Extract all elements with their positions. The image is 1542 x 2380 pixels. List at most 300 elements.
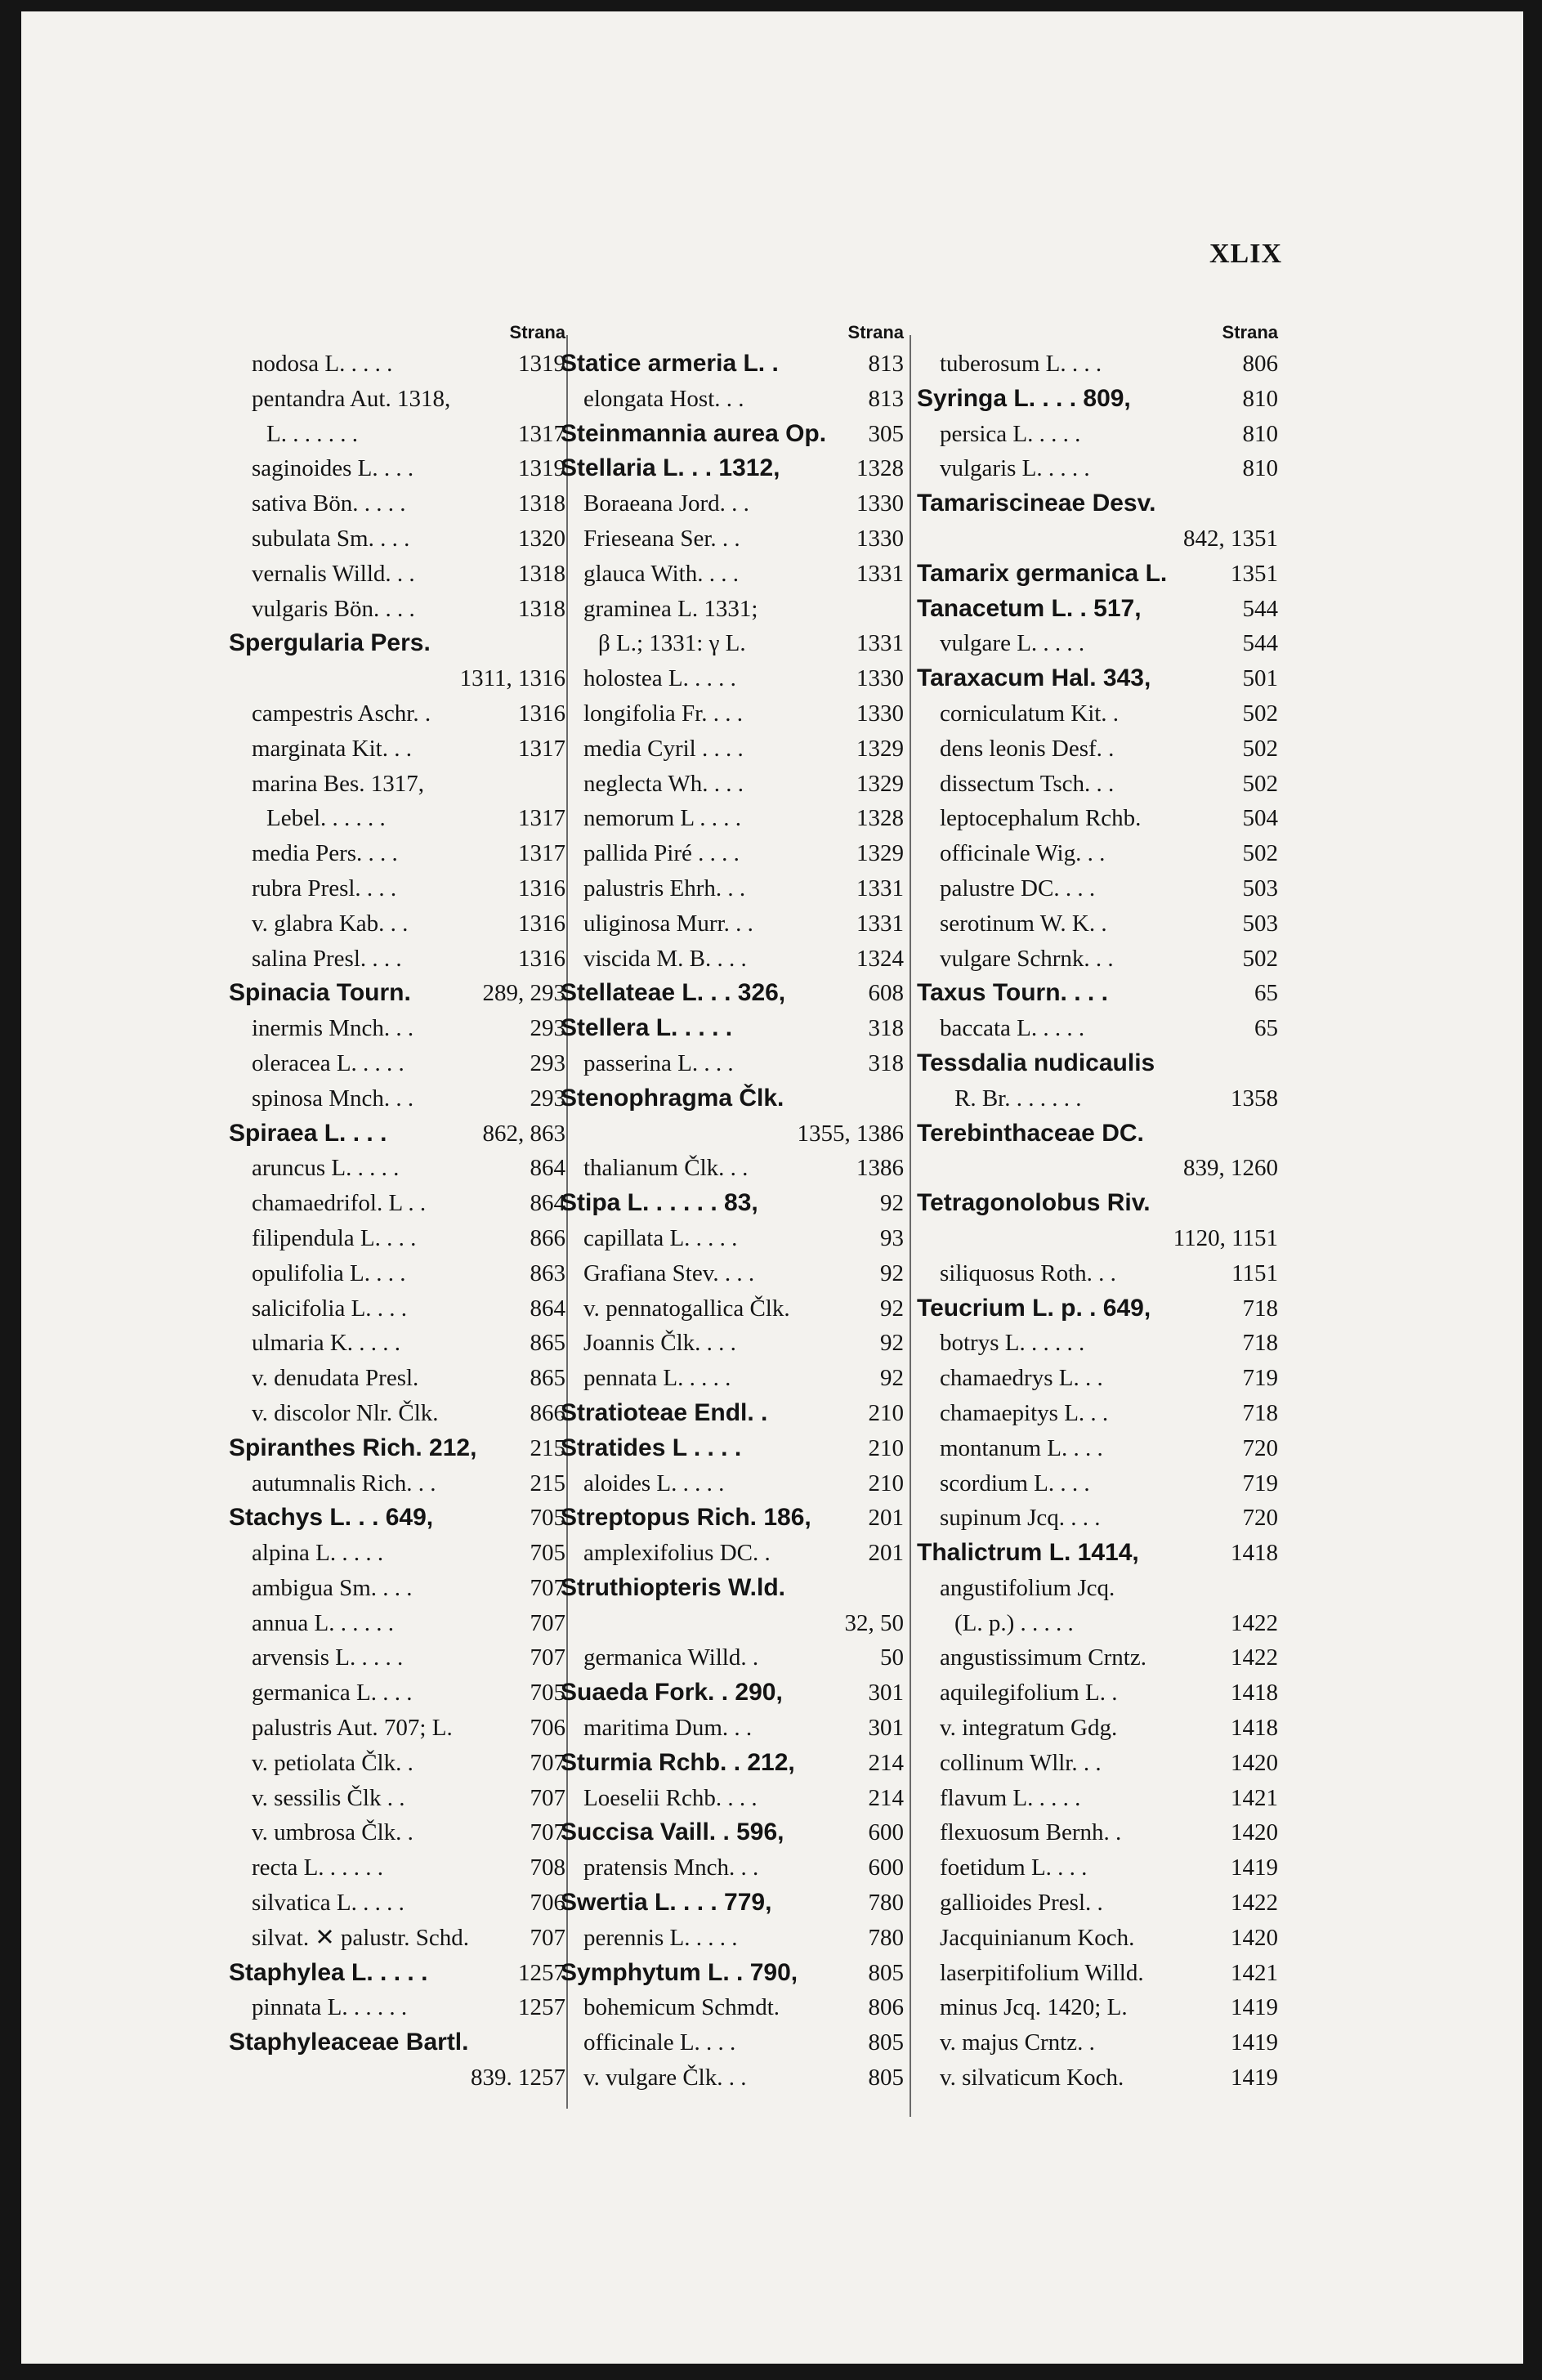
index-entry [561, 347, 904, 382]
entry-page-ref: 1355, 1386 [797, 1120, 904, 1147]
entry-name: ambigua Sm. . . . [252, 1574, 413, 1601]
entry-name: siliquosus Roth. . . [940, 1259, 1116, 1286]
index-entry [561, 451, 904, 486]
index-entry [917, 1116, 1278, 1152]
entry-name: annua L. . . . . . [252, 1609, 394, 1636]
entry-page-ref: 805 [868, 1959, 904, 1986]
index-entry [229, 836, 565, 871]
entry-page-ref: 719 [1242, 1470, 1278, 1496]
entry-page-ref: 707 [530, 1924, 565, 1951]
index-entry [917, 1466, 1278, 1501]
index-entry [561, 382, 904, 417]
index-entry [229, 382, 565, 417]
entry-page-ref: 1316 [518, 700, 565, 727]
entry-page-ref: 1120, 1151 [1173, 1224, 1278, 1251]
index-entry [561, 906, 904, 942]
index-entry [229, 451, 565, 486]
entry-page-ref: 1420 [1231, 1924, 1278, 1951]
entry-name: officinale L. . . . [583, 2029, 736, 2056]
entry-name: Joannis Člk. . . . [583, 1330, 736, 1357]
entry-name: Stachys L. . . 649, [229, 1504, 434, 1532]
entry-name: tuberosum L. . . . [940, 351, 1102, 377]
entry-name: Spinacia Tourn. [229, 979, 411, 1007]
index-entry [229, 1781, 565, 1816]
entry-name: marginata Kit. . . [252, 735, 412, 762]
index-entry [229, 1186, 565, 1221]
entry-name: v. sessilis Člk . . [252, 1784, 405, 1811]
entry-name: holostea L. . . . . [583, 665, 736, 692]
index-entry [229, 1431, 565, 1466]
index-entry [229, 767, 565, 802]
entry-name: pallida Piré . . . . [583, 840, 740, 867]
entry-name: viscida M. B. . . . [583, 945, 747, 972]
entry-page-ref: 1331 [856, 875, 904, 901]
entry-page-ref: 1422 [1231, 1644, 1278, 1671]
entry-page-ref: 1418 [1231, 1680, 1278, 1707]
entry-page-ref: 544 [1242, 630, 1278, 657]
entry-page-ref: 810 [1242, 420, 1278, 447]
entry-name: arvensis L. . . . . [252, 1644, 404, 1671]
index-column-3 [917, 319, 1278, 2096]
entry-name: Sturmia Rchb. . 212, [561, 1748, 795, 1776]
entry-name: Frieseana Ser. . . [583, 525, 740, 552]
entry-name: thalianum Člk. . . [583, 1155, 749, 1182]
entry-name: baccata L. . . . . [940, 1015, 1085, 1042]
entry-name: Taraxacum Hal. 343, [917, 664, 1151, 692]
entry-page-ref: 1386 [856, 1155, 904, 1182]
entry-name: chamaedrys L. . . [940, 1365, 1103, 1392]
entry-name: chamaedrifol. L . . [252, 1190, 427, 1217]
entry-name: Lebel. . . . . . [266, 805, 386, 832]
entry-name: Stellera L. . . . . [561, 1014, 733, 1042]
index-entry [229, 1711, 565, 1746]
entry-name: silvatica L. . . . . [252, 1890, 404, 1917]
entry-page-ref: 705 [530, 1540, 565, 1567]
entry-name: Stratioteae Endl. . [561, 1398, 768, 1426]
entry-page-ref: 720 [1242, 1505, 1278, 1532]
entry-name: aruncus L. . . . . [252, 1155, 400, 1182]
index-entry [917, 1571, 1278, 1606]
entry-page-ref: 706 [530, 1715, 565, 1742]
index-entry [917, 1675, 1278, 1711]
index-entry [229, 1501, 565, 1536]
index-entry [561, 1431, 904, 1466]
entry-name: germanica Willd. . [583, 1644, 759, 1671]
index-entry [561, 731, 904, 767]
entry-page-ref: 1420 [1231, 1819, 1278, 1846]
index-entry [561, 801, 904, 836]
entry-page-ref: 1319 [518, 351, 565, 377]
entry-page-ref: 707 [530, 1574, 565, 1601]
index-entry [561, 1466, 904, 1501]
entry-name: glauca With. . . . [583, 560, 739, 587]
entry-name: Symphytum L. . 790, [561, 1958, 798, 1986]
entry-name: Steinmannia aurea Op. [561, 419, 827, 447]
entry-page-ref: 503 [1242, 910, 1278, 937]
entry-page-ref: 293 [530, 1049, 565, 1076]
entry-name: L. . . . . . . [266, 420, 358, 447]
index-entry [917, 767, 1278, 802]
entry-name: v. umbrosa Člk. . [252, 1819, 413, 1846]
index-entry [561, 1011, 904, 1046]
entry-name: uliginosa Murr. . . [583, 910, 753, 937]
entry-name: scordium L. . . . [940, 1470, 1090, 1496]
entry-page-ref: 1420 [1231, 1749, 1278, 1776]
index-entry [917, 1081, 1278, 1116]
index-entry [229, 417, 565, 452]
index-entry [229, 1396, 565, 1431]
index-entry [917, 836, 1278, 871]
entry-name: angustissimum Crntz. [940, 1644, 1146, 1671]
entry-page-ref: 1422 [1231, 1890, 1278, 1917]
entry-name: vernalis Willd. . . [252, 560, 415, 587]
entry-page-ref: 503 [1242, 875, 1278, 901]
entry-name: capillata L. . . . . [583, 1224, 738, 1251]
index-entry [229, 1256, 565, 1291]
entry-page-ref: 1331 [856, 910, 904, 937]
index-entry [229, 1815, 565, 1850]
entry-page-ref: 502 [1242, 840, 1278, 867]
index-entry [561, 2060, 904, 2096]
entry-page-ref: 32, 50 [844, 1609, 904, 1636]
entry-name: botrys L. . . . . . [940, 1330, 1085, 1357]
entry-page-ref: 1418 [1231, 1540, 1278, 1567]
index-entry [917, 1046, 1278, 1081]
entry-name: Streptopus Rich. 186, [561, 1504, 811, 1532]
entry-page-ref: 1317 [518, 420, 565, 447]
entry-name: Boraeana Jord. . . [583, 490, 749, 517]
entry-name: alpina L. . . . . [252, 1540, 384, 1567]
index-entry [917, 661, 1278, 696]
entry-page-ref: 806 [1242, 351, 1278, 377]
entry-name: Swertia L. . . . 779, [561, 1889, 772, 1917]
entry-name: pentandra Aut. 1318, [252, 385, 451, 412]
index-entry [561, 486, 904, 521]
index-entry [229, 2060, 565, 2096]
index-entry [229, 1675, 565, 1711]
index-entry [561, 417, 904, 452]
entry-page-ref: 65 [1254, 980, 1278, 1007]
entry-name: campestris Aschr. . [252, 700, 431, 727]
column-header-strana: Strana [1222, 322, 1278, 342]
index-entry [917, 1850, 1278, 1886]
entry-page-ref: 706 [530, 1890, 565, 1917]
entry-page-ref: 1419 [1231, 1854, 1278, 1881]
index-entry [561, 557, 904, 592]
index-entry [229, 1640, 565, 1675]
entry-page-ref: 1328 [856, 805, 904, 832]
entry-name: Loeselii Rchb. . . . [583, 1784, 758, 1811]
index-entry [917, 1326, 1278, 1361]
entry-page-ref: 810 [1242, 455, 1278, 482]
entry-name: flexuosum Bernh. . [940, 1819, 1122, 1846]
column-header-strana: Strana [847, 322, 904, 342]
entry-name: elongata Host. . . [583, 385, 744, 412]
index-entry [229, 1606, 565, 1641]
entry-name: β L.; 1331: γ L. [598, 630, 746, 657]
index-entry [561, 626, 904, 661]
index-entry [917, 1221, 1278, 1256]
index-column-2 [561, 319, 904, 2096]
entry-name: Thalictrum L. 1414, [917, 1539, 1139, 1567]
index-column-1 [229, 319, 565, 2096]
index-entry [917, 1361, 1278, 1396]
index-entry [917, 626, 1278, 661]
entry-name: salina Presl. . . . [252, 945, 402, 972]
index-entry [917, 557, 1278, 592]
index-entry [917, 1711, 1278, 1746]
index-entry [229, 1081, 565, 1116]
entry-name: angustifolium Jcq. [940, 1574, 1115, 1601]
entry-name: inermis Mnch. . . [252, 1015, 414, 1042]
entry-name: v. integratum Gdg. [940, 1715, 1118, 1742]
entry-name: perennis L. . . . . [583, 1924, 738, 1951]
index-entry [229, 906, 565, 942]
entry-name: Tamariscineae Desv. [917, 490, 1156, 517]
index-entry [561, 1640, 904, 1675]
entry-page-ref: 1311, 1316 [459, 665, 565, 692]
entry-name: pinnata L. . . . . . [252, 1994, 408, 2021]
entry-name: nodosa L. . . . . [252, 351, 393, 377]
index-entry [561, 1675, 904, 1711]
entry-name: serotinum W. K. . [940, 910, 1107, 937]
entry-name: foetidum L. . . . [940, 1854, 1088, 1881]
entry-name: salicifolia L. . . . [252, 1295, 408, 1322]
index-entry [917, 1256, 1278, 1291]
entry-page-ref: 1257 [518, 1994, 565, 2021]
entry-name: media Pers. . . . [252, 840, 398, 867]
entry-name: Terebinthaceae DC. [917, 1119, 1144, 1147]
index-entry [561, 1081, 904, 1116]
entry-page-ref: 718 [1242, 1399, 1278, 1426]
entry-page-ref: 1320 [518, 525, 565, 552]
entry-page-ref: 608 [868, 980, 904, 1007]
entry-page-ref: 1330 [856, 490, 904, 517]
entry-page-ref: 318 [868, 1015, 904, 1042]
index-entry [561, 1256, 904, 1291]
index-entry [561, 942, 904, 977]
entry-page-ref: 293 [530, 1085, 565, 1112]
entry-name: v. vulgare Člk. . . [583, 2065, 747, 2091]
entry-page-ref: 92 [880, 1190, 904, 1217]
index-entry [561, 2025, 904, 2060]
entry-page-ref: 301 [868, 1680, 904, 1707]
entry-name: Succisa Vaill. . 596, [561, 1819, 784, 1846]
index-entry [229, 592, 565, 627]
index-entry [561, 1781, 904, 1816]
entry-name: Stellateae L. . . 326, [561, 979, 786, 1007]
entry-page-ref: 705 [530, 1505, 565, 1532]
index-entry [229, 1116, 565, 1152]
index-entry [917, 1396, 1278, 1431]
index-entry [917, 906, 1278, 942]
page-number: XLIX [1209, 239, 1283, 269]
entry-name: flavum L. . . . . [940, 1784, 1081, 1811]
index-entry [561, 592, 904, 627]
entry-name: officinale Wig. . . [940, 840, 1106, 867]
entry-name: Spergularia Pers. [229, 629, 431, 657]
index-entry [561, 1186, 904, 1221]
entry-name: v. denudata Presl. [252, 1365, 419, 1392]
index-entry [229, 347, 565, 382]
index-entry [561, 836, 904, 871]
index-entry [561, 1361, 904, 1396]
entry-page-ref: 1317 [518, 840, 565, 867]
index-entry [561, 1746, 904, 1781]
entry-name: marina Bes. 1317, [252, 770, 425, 797]
entry-name: silvat. ✕ palustr. Schd. [252, 1924, 469, 1951]
entry-page-ref: 289, 293 [482, 980, 565, 1007]
index-entry [229, 1886, 565, 1921]
entry-page-ref: 1316 [518, 875, 565, 901]
index-entry [561, 1221, 904, 1256]
index-entry [917, 976, 1278, 1011]
entry-page-ref: 866 [530, 1224, 565, 1251]
index-entry [917, 1536, 1278, 1571]
entry-name: spinosa Mnch. . . [252, 1085, 414, 1112]
entry-page-ref: 707 [530, 1784, 565, 1811]
index-entry [917, 1990, 1278, 2025]
entry-name: palustris Ehrh. . . [583, 875, 746, 901]
entry-page-ref: 1319 [518, 455, 565, 482]
entry-name: pratensis Mnch. . . [583, 1854, 759, 1881]
entry-name: collinum Wllr. . . [940, 1749, 1102, 1776]
index-entry [917, 2025, 1278, 2060]
entry-page-ref: 864 [530, 1190, 565, 1217]
entry-name: v. glabra Kab. . . [252, 910, 409, 937]
entry-page-ref: 864 [530, 1295, 565, 1322]
column-divider-2 [910, 335, 911, 2117]
entry-name: pennata L. . . . . [583, 1365, 731, 1392]
index-entry [917, 696, 1278, 731]
entry-name: v. silvaticum Koch. [940, 2065, 1124, 2091]
entry-page-ref: 1422 [1231, 1609, 1278, 1636]
entry-page-ref: 719 [1242, 1365, 1278, 1392]
entry-page-ref: 600 [868, 1854, 904, 1881]
index-entry [561, 1501, 904, 1536]
entry-page-ref: 1329 [856, 735, 904, 762]
index-entry [561, 1956, 904, 1991]
entry-page-ref: 50 [880, 1644, 904, 1671]
index-entry [229, 871, 565, 906]
entry-page-ref: 1421 [1231, 1784, 1278, 1811]
entry-page-ref: 866 [530, 1399, 565, 1426]
index-entry [229, 557, 565, 592]
entry-name: v. petiolata Člk. . [252, 1749, 413, 1776]
index-entry [917, 1501, 1278, 1536]
index-entry [561, 1921, 904, 1956]
index-entry [561, 871, 904, 906]
entry-name: Grafiana Stev. . . . [583, 1259, 755, 1286]
entry-page-ref: 214 [868, 1784, 904, 1811]
index-entry [917, 731, 1278, 767]
entry-page-ref: 544 [1242, 595, 1278, 622]
index-entry [561, 1291, 904, 1326]
entry-page-ref: 806 [868, 1994, 904, 2021]
entry-page-ref: 1421 [1231, 1959, 1278, 1986]
index-entry [561, 767, 904, 802]
entry-page-ref: 1324 [856, 945, 904, 972]
entry-page-ref: 805 [868, 2029, 904, 2056]
index-entry [229, 1536, 565, 1571]
entry-page-ref: 842, 1351 [1183, 525, 1278, 552]
entry-name: opulifolia L. . . . [252, 1259, 406, 1286]
index-entry [917, 1431, 1278, 1466]
index-entry [917, 942, 1278, 977]
index-entry [561, 1571, 904, 1606]
index-entry [229, 2025, 565, 2060]
entry-page-ref: 92 [880, 1295, 904, 1322]
entry-page-ref: 318 [868, 1049, 904, 1076]
entry-name: aquilegifolium L. . [940, 1680, 1118, 1707]
entry-name: (L. p.) . . . . . [954, 1609, 1074, 1636]
entry-page-ref: 1330 [856, 700, 904, 727]
entry-name: Suaeda Fork. . 290, [561, 1679, 783, 1707]
index-entry [917, 486, 1278, 521]
entry-name: Jacquinianum Koch. [940, 1924, 1135, 1951]
entry-page-ref: 865 [530, 1365, 565, 1392]
index-entry [229, 1291, 565, 1326]
entry-name: Spiranthes Rich. 212, [229, 1434, 477, 1461]
index-entry [229, 1326, 565, 1361]
entry-name: v. pennatogallica Člk. [583, 1295, 790, 1322]
entry-page-ref: 1316 [518, 945, 565, 972]
index-entry [917, 521, 1278, 557]
entry-name: R. Br. . . . . . . [954, 1085, 1082, 1112]
entry-name: Struthiopteris W.ld. [561, 1573, 785, 1601]
index-entry [917, 2060, 1278, 2096]
entry-page-ref: 201 [868, 1540, 904, 1567]
entry-name: subulata Sm. . . . [252, 525, 410, 552]
index-entry [229, 1151, 565, 1186]
entry-name: autumnalis Rich. . . [252, 1470, 436, 1496]
index-entry [917, 1815, 1278, 1850]
entry-page-ref: 1318 [518, 490, 565, 517]
entry-page-ref: 1151 [1231, 1259, 1278, 1286]
entry-page-ref: 502 [1242, 770, 1278, 797]
entry-page-ref: 718 [1242, 1330, 1278, 1357]
entry-page-ref: 1257 [518, 1959, 565, 1986]
entry-page-ref: 305 [868, 420, 904, 447]
entry-name: Tetragonolobus Riv. [917, 1189, 1151, 1217]
entry-page-ref: 1329 [856, 770, 904, 797]
entry-page-ref: 1328 [856, 455, 904, 482]
entry-name: media Cyril . . . . [583, 735, 744, 762]
entry-page-ref: 1358 [1231, 1085, 1278, 1112]
entry-name: Tessdalia nudicaulis [917, 1049, 1155, 1076]
entry-page-ref: 210 [868, 1399, 904, 1426]
index-entry [561, 696, 904, 731]
entry-name: Stellaria L. . . 1312, [561, 454, 780, 482]
index-entry [229, 626, 565, 661]
entry-page-ref: 813 [868, 351, 904, 377]
entry-name: neglecta Wh. . . . [583, 770, 744, 797]
entry-page-ref: 864 [530, 1155, 565, 1182]
entry-page-ref: 210 [868, 1434, 904, 1461]
entry-name: aloides L. . . . . [583, 1470, 725, 1496]
entry-page-ref: 805 [868, 2065, 904, 2091]
index-entry [561, 1326, 904, 1361]
index-entry [917, 347, 1278, 382]
entry-page-ref: 201 [868, 1505, 904, 1532]
entry-page-ref: 1318 [518, 595, 565, 622]
entry-name: ulmaria K. . . . . [252, 1330, 401, 1357]
index-entry [561, 1850, 904, 1886]
entry-name: longifolia Fr. . . . [583, 700, 743, 727]
entry-name: Staphylea L. . . . . [229, 1958, 428, 1986]
column-header-strana: Strana [509, 322, 565, 342]
entry-page-ref: 1419 [1231, 2029, 1278, 2056]
